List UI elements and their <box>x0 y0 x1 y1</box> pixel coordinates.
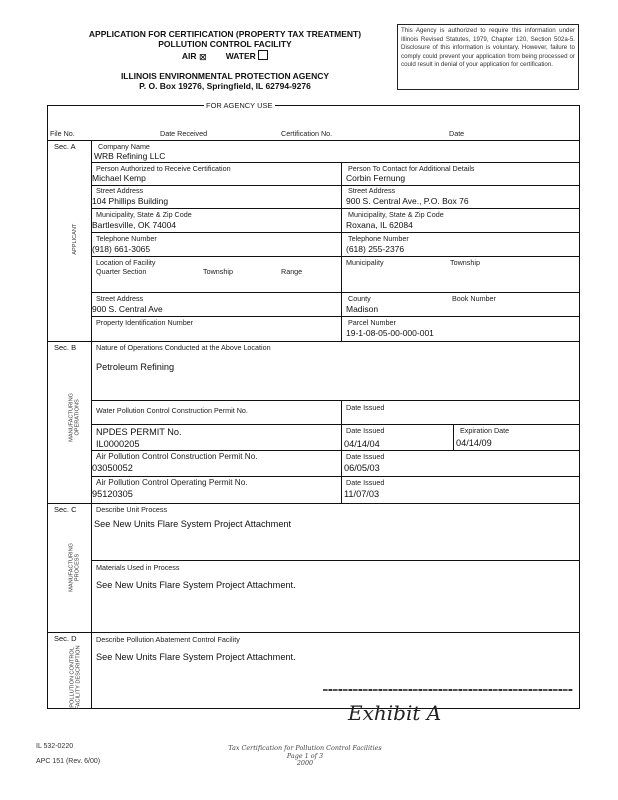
cert-no-label: Certification No. <box>281 129 333 138</box>
process-description: See New Units Flare System Project Attachment <box>94 519 292 529</box>
file-no-label: File No. <box>50 129 75 138</box>
tel1-label: Telephone Number <box>96 234 157 243</box>
range-label: Range <box>281 267 303 276</box>
pollution-control-side-label: POLLUTION CONTROL FACILITY DESCRIPTION <box>69 645 82 710</box>
street2-label: Street Address <box>348 186 396 195</box>
quarter-section-label: Quarter Section <box>96 267 147 276</box>
air-oper-date-label: Date Issued <box>346 478 385 487</box>
abatement-label: Describe Pollution Abatement Control Facility <box>96 635 240 644</box>
nature-of-operations: Petroleum Refining <box>96 362 175 372</box>
tel2: (618) 255-2376 <box>346 244 405 254</box>
muni2-label: Municipality, State & Zip Code <box>348 210 444 219</box>
location-label: Location of Facility <box>96 258 156 267</box>
process-label: Describe Unit Process <box>96 505 168 514</box>
air-label: AIR <box>181 51 197 61</box>
abatement-description: See New Units Flare System Project Attachment. <box>96 652 296 662</box>
date-received-label: Date Received <box>160 129 208 138</box>
nature-label: Nature of Operations Conducted at the Above Location <box>96 343 271 352</box>
form-title <box>60 29 390 91</box>
footer-center-line1: Tax Certification for Pollution Control Facilities <box>228 744 382 752</box>
street3-label: Street Address <box>96 294 144 303</box>
applicant-side-label: APPLICANT <box>71 223 78 255</box>
footer-center-line3: 2000 <box>296 759 314 767</box>
pin-label: Property Identification Number <box>96 318 194 327</box>
date-label: Date <box>449 129 465 138</box>
person-cert: Michael Kemp <box>92 173 146 183</box>
parcel-label: Parcel Number <box>348 318 396 327</box>
sec-d-tag: Sec. D <box>54 634 77 643</box>
form-title-line2: POLLUTION CONTROL FACILITY <box>158 39 292 49</box>
sec-b-tag: Sec. B <box>54 343 77 352</box>
materials-label: Materials Used in Process <box>96 563 180 572</box>
footer-form: APC 151 (Rev. 6/00) <box>36 758 101 765</box>
water-permit-label: Water Pollution Control Construction Permit No. <box>96 406 248 415</box>
npdes-permit: IL0000205 <box>96 439 140 449</box>
book-number-label: Book Number <box>452 294 496 303</box>
footer-center <box>215 745 395 768</box>
water-date-issued-label: Date Issued <box>346 403 385 412</box>
township-label: Township <box>203 267 233 276</box>
agency-use-title: FOR AGENCY USE <box>206 101 273 110</box>
air-const-permit: 03050052 <box>92 463 133 473</box>
water-checkbox[interactable] <box>258 50 268 60</box>
street2: 900 S. Central Ave., P.O. Box 76 <box>346 196 469 206</box>
street1: 104 Phillips Building <box>92 196 169 206</box>
manufacturing-ops-side-label: MANUFACTURING OPERATIONS <box>68 393 81 442</box>
expiration-label: Expiration Date <box>460 426 510 435</box>
footer-center-line2: Page 1 of 3 <box>286 751 324 760</box>
muni2: Roxana, IL 62084 <box>346 220 413 230</box>
npdes-date-issued-label: Date Issued <box>346 426 385 435</box>
npdes-date-issued: 04/14/04 <box>344 439 380 449</box>
street1-label: Street Address <box>96 186 144 195</box>
county: Madison <box>346 304 379 314</box>
township2-label: Township <box>450 258 480 267</box>
person-cert-label: Person Authorized to Receive Certification <box>96 164 231 173</box>
agency-address: P. O. Box 19276, Springfield, IL 62794-9276 <box>139 81 311 91</box>
form-title-line1: APPLICATION FOR CERTIFICATION (PROPERTY TAX TREATMENT) <box>88 29 362 39</box>
npdes-label: NPDES PERMIT No. <box>96 427 182 437</box>
air-oper-date: 11/07/03 <box>344 489 380 499</box>
tel2-label: Telephone Number <box>348 234 409 243</box>
disclosure-notice: This Agency is authorized to require this information under Illinois Revised Statutes, 1979, Chapter 120, Section 502a-5. Disclosure of this information is voluntary. However, failure to comply could prevent your application from being processed or could result in denial of your application for certification. <box>397 24 579 90</box>
air-oper-permit: 95120305 <box>92 489 133 499</box>
air-oper-label: Air Pollution Control Operating Permit No. <box>96 478 248 487</box>
air-checkbox[interactable]: ☒ <box>199 53 207 62</box>
tel1: (918) 661-3065 <box>92 244 151 254</box>
sec-a-tag: Sec. A <box>54 142 76 151</box>
muni1: Bartlesville, OK 74004 <box>92 220 177 230</box>
person-contact-label: Person To Contact for Additional Details <box>348 164 475 173</box>
air-const-date-label: Date Issued <box>346 452 385 461</box>
agency-name: ILLINOIS ENVIRONMENTAL PROTECTION AGENCY <box>120 71 330 81</box>
water-label: WATER <box>225 51 256 61</box>
manufacturing-process-side-label: MANUFACTURING PROCESS <box>68 543 81 592</box>
air-const-label: Air Pollution Control Construction Permit No. <box>96 452 258 461</box>
parcel-number: 19-1-08-05-00-000-001 <box>346 328 434 338</box>
expiration-date: 04/14/09 <box>456 438 492 448</box>
application-form <box>47 101 580 725</box>
scan-ink-line <box>323 689 573 691</box>
materials-description: See New Units Flare System Project Attachment. <box>96 580 296 590</box>
muni1-label: Municipality, State & Zip Code <box>96 210 192 219</box>
county-label: County <box>348 294 371 303</box>
company-name: WRB Refining LLC <box>94 151 166 161</box>
exhibit-label: Exhibit A <box>348 701 442 725</box>
street3: 900 S. Central Ave <box>92 304 163 314</box>
company-name-label: Company Name <box>98 142 150 151</box>
municipality-label: Municipality <box>346 258 384 267</box>
media-checkboxes <box>60 50 390 62</box>
person-contact: Corbin Fernung <box>346 173 406 183</box>
footer-code: IL 532-0220 <box>36 743 74 750</box>
air-const-date: 06/05/03 <box>344 463 380 473</box>
sec-c-tag: Sec. C <box>54 505 77 514</box>
